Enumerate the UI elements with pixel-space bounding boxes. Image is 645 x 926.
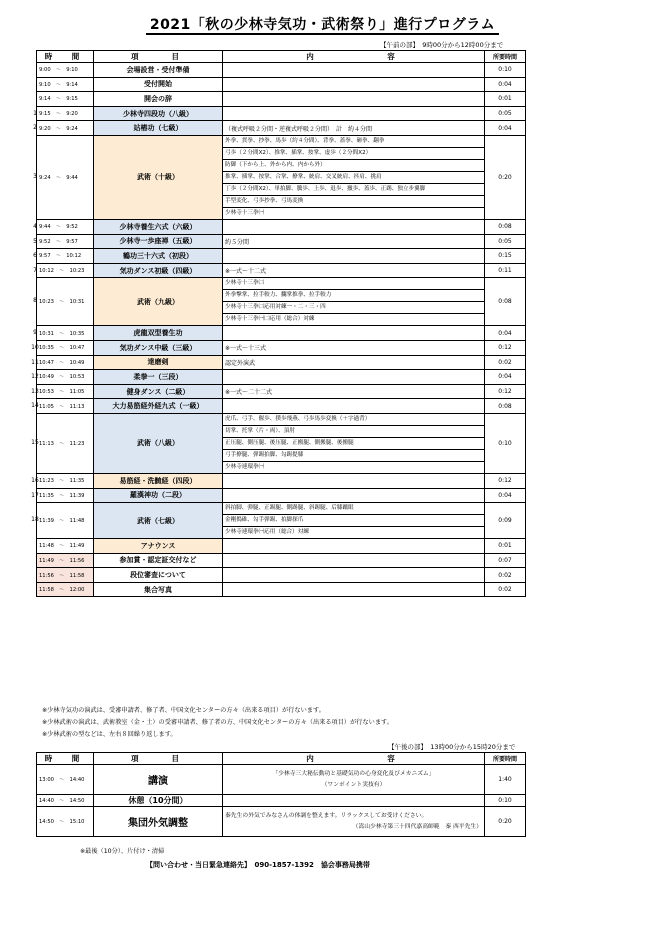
row-content: ※一式～十三式 <box>223 340 485 355</box>
row-item: 集合写真 <box>94 582 223 597</box>
row-time: 10:49 ～ 10:53 <box>37 370 94 385</box>
row-time: 11:58 ～ 12:00 <box>37 582 94 597</box>
row-duration: 0:10 <box>485 795 526 807</box>
row-duration: 0:09 <box>485 503 526 539</box>
row-duration: 0:04 <box>485 121 526 136</box>
row-item: 達磨剣 <box>94 355 223 370</box>
row-time: 11:13 ～ 11:23 <box>37 413 94 473</box>
row-content <box>223 795 485 807</box>
row-time: 9:15 ～ 9:20 <box>37 106 94 121</box>
row-content: （複式呼吸２分間・逆複式呼吸２分間） 計 約４分間 <box>223 121 485 136</box>
row-item: 受付開始 <box>94 77 223 92</box>
row-content <box>223 278 485 326</box>
row-content <box>223 582 485 597</box>
am-schedule-table <box>36 50 526 597</box>
row-content <box>223 807 485 837</box>
content-line: 丁歩（２分間X2）、単拍脚、騰歩、上歩、退歩、撤歩、蓋歩、正踢、独立步翼脚 <box>223 184 484 196</box>
pm-header: 【午後の部】 13時00分から15時20分まで <box>388 743 516 751</box>
table-row <box>37 234 526 249</box>
row-content <box>223 77 485 92</box>
note-1: ※少林寺気功の演武は、受審申請者、修了者、中国文化センターの方々（出来る項目）が行ないます。 <box>42 707 325 714</box>
table-row <box>37 765 526 795</box>
table-row <box>37 249 526 264</box>
table-row <box>37 488 526 503</box>
table-row <box>37 340 526 355</box>
row-number: 7 <box>33 266 37 274</box>
content-line: 秦先生の外気でみなさんの体調を整えます。リラックスしてお受けください。 <box>225 812 428 819</box>
table-row <box>37 807 526 837</box>
row-time: 9:20 ～ 9:24 <box>37 121 94 136</box>
row-time: 13:00 ～ 14:40 <box>37 765 94 795</box>
table-row <box>37 413 526 473</box>
content-line: 外拳撃掌、拉手較力、攔掌推拳、拉手較力 <box>223 290 484 302</box>
row-content <box>223 488 485 503</box>
row-content <box>223 63 485 78</box>
row-item: 鶴功三十六式（初段） <box>94 249 223 264</box>
row-item: アナウンス <box>94 539 223 554</box>
row-time: 11:49 ～ 11:56 <box>37 553 94 568</box>
row-time: 11:56 ～ 11:58 <box>37 568 94 583</box>
row-number: 8 <box>33 297 37 304</box>
table-row <box>37 370 526 385</box>
row-duration: 0:04 <box>485 326 526 341</box>
col-req: 所要時間 <box>485 51 526 63</box>
row-number: 9 <box>33 328 37 336</box>
row-item: 休憩（10分間） <box>94 795 223 807</box>
table-row <box>37 92 526 107</box>
row-content <box>223 568 485 583</box>
row-number: 12 <box>31 372 39 380</box>
row-item: 健身ダンス（二級） <box>94 384 223 399</box>
pm-col-req: 所要時間 <box>485 753 526 765</box>
row-time: 10:47 ～ 10:49 <box>37 355 94 370</box>
row-item: 武術（八級） <box>94 413 223 473</box>
table-row <box>37 278 526 326</box>
row-content <box>223 539 485 554</box>
row-duration: 0:05 <box>485 234 526 249</box>
row-time: 9:52 ～ 9:57 <box>37 234 94 249</box>
pm-schedule-table <box>36 752 526 837</box>
col-content: 内 容 <box>223 51 485 63</box>
content-line: 少林寺十三拳㈡ <box>223 278 484 290</box>
row-item: 武術（七級） <box>94 503 223 539</box>
content-line: 金剛搗碓、勾手弾踢、拍脚探爪 <box>223 515 484 527</box>
row-number: 17 <box>31 491 39 499</box>
row-item: 少林寺一歩座禅（五級） <box>94 234 223 249</box>
row-item: 講演 <box>94 765 223 795</box>
content-line: 切掌、托掌（片・両）、頂肘 <box>223 426 484 438</box>
content-line: 虎爪、弓手、偃歩、撲歩飛燕、弓歩馬歩変換（＋字過背） <box>223 414 484 426</box>
pm-col-time: 時 間 <box>37 753 94 765</box>
row-content: 認定外演武 <box>223 355 485 370</box>
row-duration: 0:10 <box>485 63 526 78</box>
table-row <box>37 121 526 136</box>
row-content <box>223 135 485 219</box>
row-content <box>223 413 485 473</box>
row-time: 9:24 ～ 9:44 <box>37 135 94 219</box>
row-item: 虎龍双型養生功 <box>94 326 223 341</box>
content-line <box>225 795 482 806</box>
row-item: 参加賞・認定証交付など <box>94 553 223 568</box>
table-row <box>37 63 526 78</box>
row-duration: 0:20 <box>485 807 526 837</box>
content-line: 少林寺連環拳㈠ <box>225 463 265 470</box>
row-time: 9:00 ～ 9:10 <box>37 63 94 78</box>
table-row <box>37 106 526 121</box>
table-row <box>37 582 526 597</box>
content-line: 少林寺連環拳㈠応用（総合）対練 <box>225 529 309 536</box>
row-number: 3 <box>33 173 37 180</box>
row-time: 11:35 ～ 11:39 <box>37 488 94 503</box>
row-number: 2 <box>33 123 37 131</box>
row-duration: 0:05 <box>485 106 526 121</box>
row-content <box>223 106 485 121</box>
table-row <box>37 77 526 92</box>
row-number: 4 <box>33 222 37 230</box>
table-row <box>37 384 526 399</box>
row-number: 16 <box>31 476 39 484</box>
row-duration: 0:02 <box>485 582 526 597</box>
row-item: 易筋経・洗髄経（四段） <box>94 473 223 488</box>
content-line: 「少林寺三大秘伝動功と基礎気功の心身変化及びメカニズム」 <box>272 770 435 777</box>
row-time: 10:23 ～ 10:31 <box>37 278 94 326</box>
table-row <box>37 568 526 583</box>
row-item: 柔拳一（三段） <box>94 370 223 385</box>
row-duration: 0:04 <box>485 488 526 503</box>
row-item: 站樁功（七級） <box>94 121 223 136</box>
row-time: 10:12 ～ 10:23 <box>37 263 94 278</box>
row-duration: 0:08 <box>485 278 526 326</box>
row-item: 開会の辞 <box>94 92 223 107</box>
row-time: 9:57 ～ 10:12 <box>37 249 94 264</box>
row-time: 10:35 ～ 10:47 <box>37 340 94 355</box>
table-row <box>37 795 526 807</box>
row-item: 会場設営・受付準備 <box>94 63 223 78</box>
content-line: 正压腿、側压腿、後压腿、正搬腿、側搬腿、後搬腿 <box>223 438 484 450</box>
row-item: 武術（十級） <box>94 135 223 219</box>
table-row <box>37 263 526 278</box>
row-item: 気功ダンス中級（三級） <box>94 340 223 355</box>
row-duration: 0:01 <box>485 539 526 554</box>
row-content: ※一式～二十二式 <box>223 384 485 399</box>
row-time: 14:40 ～ 14:50 <box>37 795 94 807</box>
table-row <box>37 219 526 234</box>
note-2: ※少林武術の演武は、武術教室（金・土）の受審申請者、修了者の方、中国文化センターの方々（出来る項目）が行ないます。 <box>42 719 393 726</box>
row-item: 大力易筋経外経九式（一級） <box>94 399 223 414</box>
content-line: 少林寺十三拳㈡応用対練一・二・三・四 <box>223 302 484 314</box>
table-row <box>37 503 526 539</box>
row-number: 1 <box>33 109 37 117</box>
row-number: 14 <box>31 401 39 409</box>
row-time: 9:44 ～ 9:52 <box>37 219 94 234</box>
content-line: 少林寺十三拳㈠ <box>225 209 265 216</box>
row-number: 11 <box>31 358 39 366</box>
row-duration: 0:07 <box>485 553 526 568</box>
row-number: 15 <box>31 439 39 446</box>
content-line: 外拳、貫拳、抄拳、馬歩（約４分間）、背拳、蓋拳、砸拳、翻拳 <box>223 136 484 148</box>
row-content <box>223 326 485 341</box>
row-item: 少林寺四段功（八級） <box>94 106 223 121</box>
content-line: 弓歩（２分間X2）、推掌、插掌、按掌、虚歩（２分間X2） <box>223 148 484 160</box>
row-content <box>223 92 485 107</box>
contact-info: 【問い合わせ・当日緊急連絡先】 090-1857-1392 協会事務局携帯 <box>146 861 370 869</box>
col-time: 時 間 <box>37 51 94 63</box>
content-line: 防御（下から上、外から内、内から外） <box>223 160 484 172</box>
table-row <box>37 399 526 414</box>
row-item: 武術（九級） <box>94 278 223 326</box>
am-header: 【午前の部】 9時00分から12時00分まで <box>380 41 504 49</box>
content-line: （ワンポイント実技有） <box>321 781 386 788</box>
row-time: 11:23 ～ 11:35 <box>37 473 94 488</box>
row-time: 9:10 ～ 9:14 <box>37 77 94 92</box>
row-content <box>223 399 485 414</box>
col-item: 項 目 <box>94 51 223 63</box>
row-content <box>223 219 485 234</box>
page-title: 2021「秋の少林寺気功・武術祭り」進行プログラム <box>0 14 645 34</box>
row-time: 11:05 ～ 11:13 <box>37 399 94 414</box>
row-content: ※一式～十二式 <box>223 263 485 278</box>
row-content <box>223 473 485 488</box>
row-time: 10:53 ～ 11:05 <box>37 384 94 399</box>
row-item: 羅漢神功（二段） <box>94 488 223 503</box>
pm-col-content: 内 容 <box>223 753 485 765</box>
row-content <box>223 249 485 264</box>
row-number: 10 <box>31 343 39 351</box>
row-duration: 0:20 <box>485 135 526 219</box>
table-row <box>37 355 526 370</box>
row-content <box>223 765 485 795</box>
row-duration: 0:12 <box>485 340 526 355</box>
table-row <box>37 553 526 568</box>
row-duration: 0:12 <box>485 384 526 399</box>
row-number: 6 <box>33 251 37 259</box>
note-3: ※少林武術の型などは、左右８回繰り返します。 <box>42 731 177 738</box>
row-number: 5 <box>33 237 37 245</box>
row-item: 段位審査について <box>94 568 223 583</box>
row-item: 気功ダンス初級（四級） <box>94 263 223 278</box>
content-line: 斜拍脚、弾腿、正踢腿、側踢腿、斜踢腿、后膝蹴眼 <box>223 503 484 515</box>
row-time: 9:14 ～ 9:15 <box>37 92 94 107</box>
row-number: 18 <box>31 516 39 523</box>
row-time: 10:31 ～ 10:35 <box>37 326 94 341</box>
row-duration: 0:12 <box>485 473 526 488</box>
row-content: 約５分間 <box>223 234 485 249</box>
row-duration: 0:01 <box>485 92 526 107</box>
row-duration: 0:04 <box>485 370 526 385</box>
row-duration: 0:08 <box>485 219 526 234</box>
row-duration: 0:02 <box>485 568 526 583</box>
row-duration: 0:10 <box>485 413 526 473</box>
row-time: 14:50 ～ 15:10 <box>37 807 94 837</box>
footer-note: ※最後（10分）、片付け・清掃 <box>80 848 165 855</box>
row-duration: 0:08 <box>485 399 526 414</box>
row-item: 集団外気調整 <box>94 807 223 837</box>
row-duration: 0:04 <box>485 77 526 92</box>
content-line: 手型変化、弓歩抄拳、弓馬変換 <box>223 196 484 208</box>
row-content <box>223 503 485 539</box>
row-duration: 0:02 <box>485 355 526 370</box>
row-content <box>223 553 485 568</box>
content-line: 推掌、插掌、按掌、合掌、撩掌、統肩、交叉統肩、抖肩、挑肩 <box>223 172 484 184</box>
table-row <box>37 473 526 488</box>
row-duration: 0:15 <box>485 249 526 264</box>
row-item: 少林寺養生六式（六級） <box>94 219 223 234</box>
row-number: 13 <box>31 387 39 395</box>
pm-col-item: 項 目 <box>94 753 223 765</box>
table-row <box>37 539 526 554</box>
row-content <box>223 370 485 385</box>
row-duration: 0:11 <box>485 263 526 278</box>
content-line: （嵩山少林寺第三十四代嘉高師範 秦 西平先生） <box>352 823 482 830</box>
row-time: 11:48 ～ 11:49 <box>37 539 94 554</box>
content-line: 弓手撩腿、弾踢拍脚、勾踢提膝 <box>223 450 484 462</box>
row-duration: 1:40 <box>485 765 526 795</box>
table-row <box>37 135 526 219</box>
content-line: 少林寺十三拳㈠㈡応用（総合）対練 <box>225 316 315 323</box>
row-time: 11:39 ～ 11:48 <box>37 503 94 539</box>
table-row <box>37 326 526 341</box>
